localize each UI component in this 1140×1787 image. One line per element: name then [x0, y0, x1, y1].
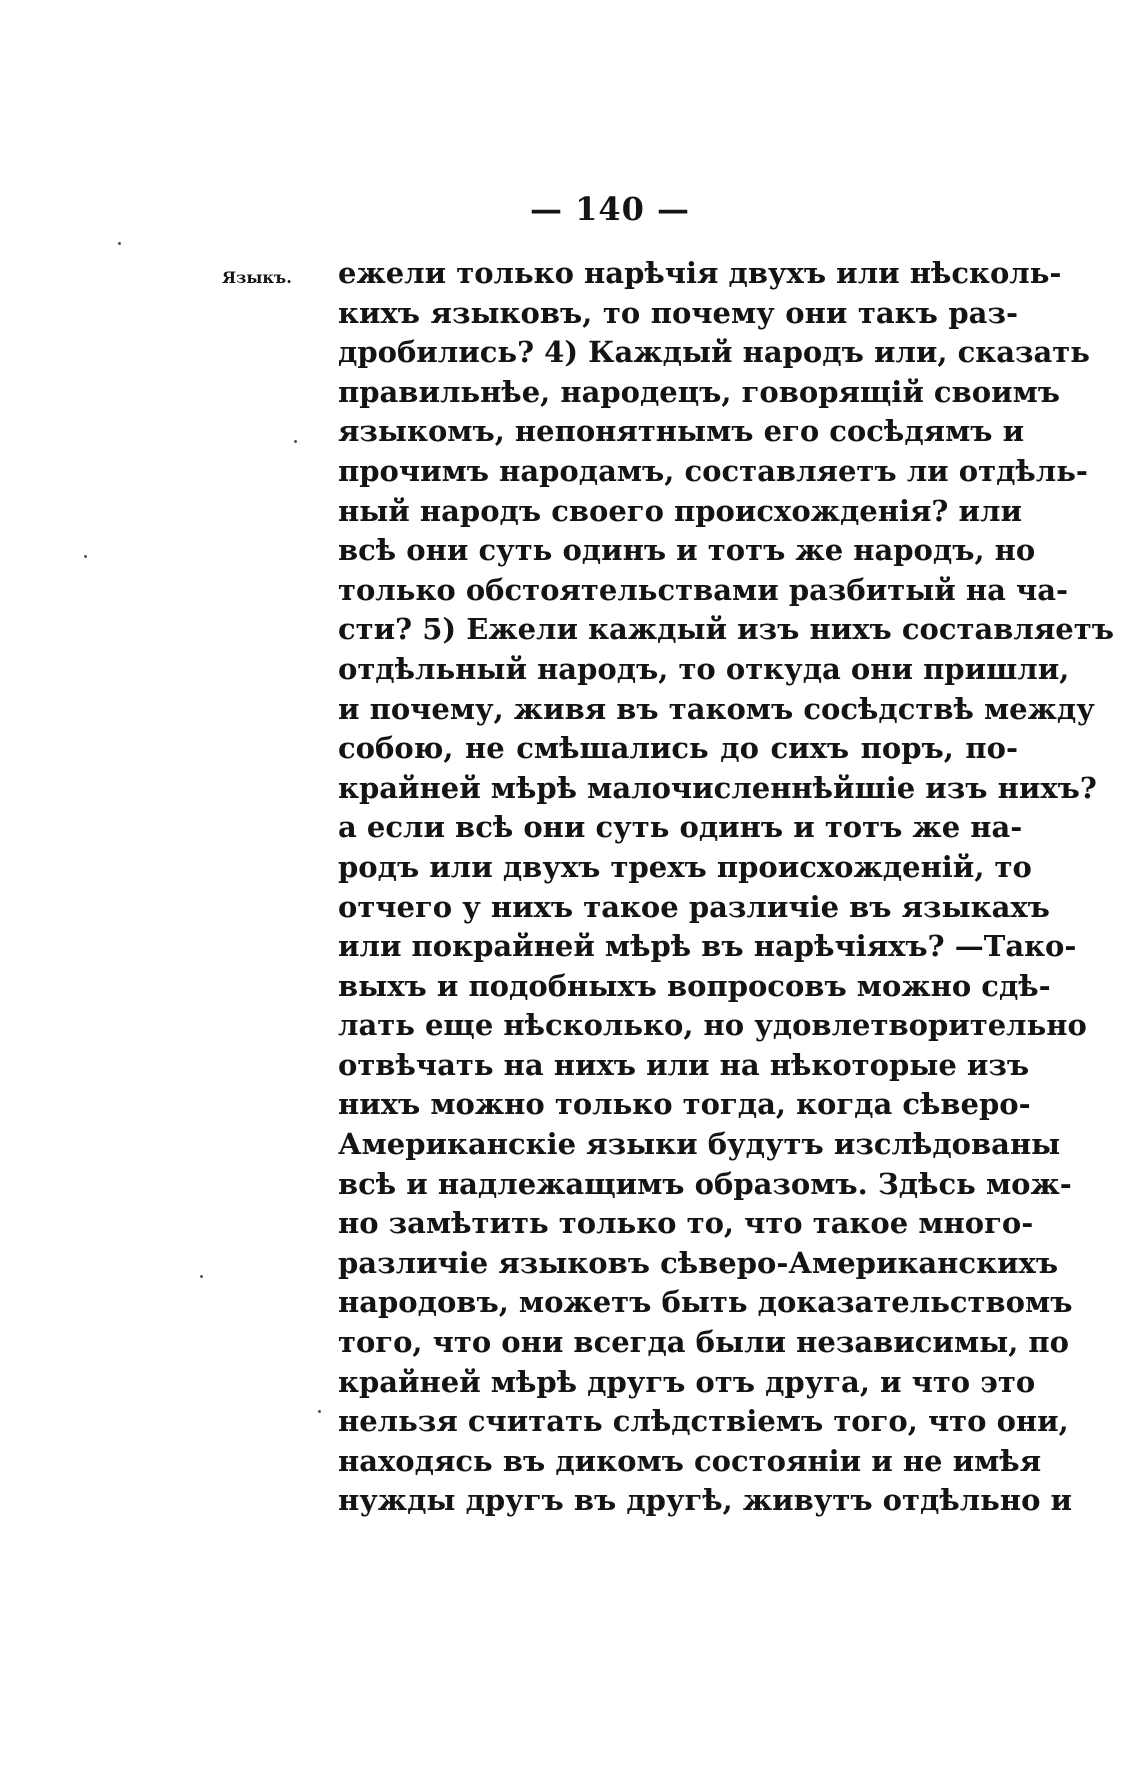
- text-line: отвѣчать на нихъ или на нѣкоторые изъ: [338, 1047, 1030, 1082]
- text-line: кихъ языковъ, то почему они такъ раз-: [338, 295, 1018, 330]
- scan-speck: [318, 1410, 321, 1413]
- text-line: нихъ можно только тогда, когда сѣверо-: [338, 1087, 1031, 1122]
- marginal-note: Языкъ.: [222, 268, 292, 287]
- text-line: только обстоятельствами разбитый на ча-: [338, 572, 1069, 607]
- text-line: крайней мѣрѣ малочисленнѣйшіе изъ нихъ?: [338, 770, 1097, 805]
- text-line: дробились? 4) Каждый народъ или, сказать: [338, 335, 1090, 370]
- text-line: а если всѣ они суть одинъ и тотъ же на-: [338, 810, 1023, 845]
- text-line: лать еще нѣсколько, но удовлетворительно: [338, 1008, 1087, 1043]
- text-line: крайней мѣрѣ другъ отъ друга, и что это: [338, 1364, 1036, 1399]
- page-number: — 140 —: [529, 190, 691, 228]
- text-line: нужды другъ въ другѣ, живутъ отдѣльно и: [338, 1483, 1073, 1518]
- text-line: того, что они всегда были независимы, по: [338, 1325, 1069, 1360]
- text-line: ный народъ своего происхожденія? или: [338, 493, 1022, 528]
- text-line: прочимъ народамъ, составляетъ ли отдѣль-: [338, 453, 1088, 488]
- scan-speck: [200, 1275, 203, 1278]
- text-line: выхъ и подобныхъ вопросовъ можно сдѣ-: [338, 968, 1051, 1003]
- text-line: всѣ они суть одинъ и тотъ же народъ, но: [338, 533, 1036, 568]
- text-line: всѣ и надлежащимъ образомъ. Здѣсь мож-: [338, 1166, 1072, 1201]
- text-line: но замѣтить только то, что такое много-: [338, 1206, 1034, 1241]
- text-line: и почему, живя въ такомъ сосѣдствѣ между: [338, 691, 1095, 726]
- text-line: или покрайней мѣрѣ въ нарѣчіяхъ? —Тако-: [338, 929, 1077, 964]
- text-line: различіе языковъ сѣверо-Американскихъ: [338, 1245, 1059, 1280]
- body-text: [338, 254, 1114, 1521]
- text-line: сти? 5) Ежели каждый изъ нихъ составляетъ: [338, 612, 1114, 647]
- text-line: отдѣльный народъ, то откуда они пришли,: [338, 651, 1070, 686]
- text-line: народовъ, можетъ быть доказательствомъ: [338, 1285, 1073, 1320]
- text-line: ежели только нарѣчія двухъ или нѣсколь-: [338, 256, 1062, 290]
- text-line: нельзя считать слѣдствіемъ того, что они,: [338, 1404, 1069, 1439]
- text-line: отчего у нихъ такое различіе въ языкахъ: [338, 889, 1050, 924]
- text-line: языкомъ, непонятнымъ его сосѣдямъ и: [338, 414, 1025, 449]
- text-line: собою, не смѣшались до сихъ поръ, по-: [338, 731, 1018, 766]
- scan-speck: [84, 555, 87, 558]
- text-line: родъ или двухъ трехъ происхожденій, то: [338, 849, 1032, 884]
- scan-speck: [294, 440, 297, 443]
- scan-speck: [118, 242, 121, 245]
- text-line: находясь въ дикомъ состояніи и не имѣя: [338, 1443, 1042, 1478]
- text-line: правильнѣе, народецъ, говорящій своимъ: [338, 374, 1061, 409]
- text-line: Американскіе языки будутъ изслѣдованы: [338, 1127, 1061, 1162]
